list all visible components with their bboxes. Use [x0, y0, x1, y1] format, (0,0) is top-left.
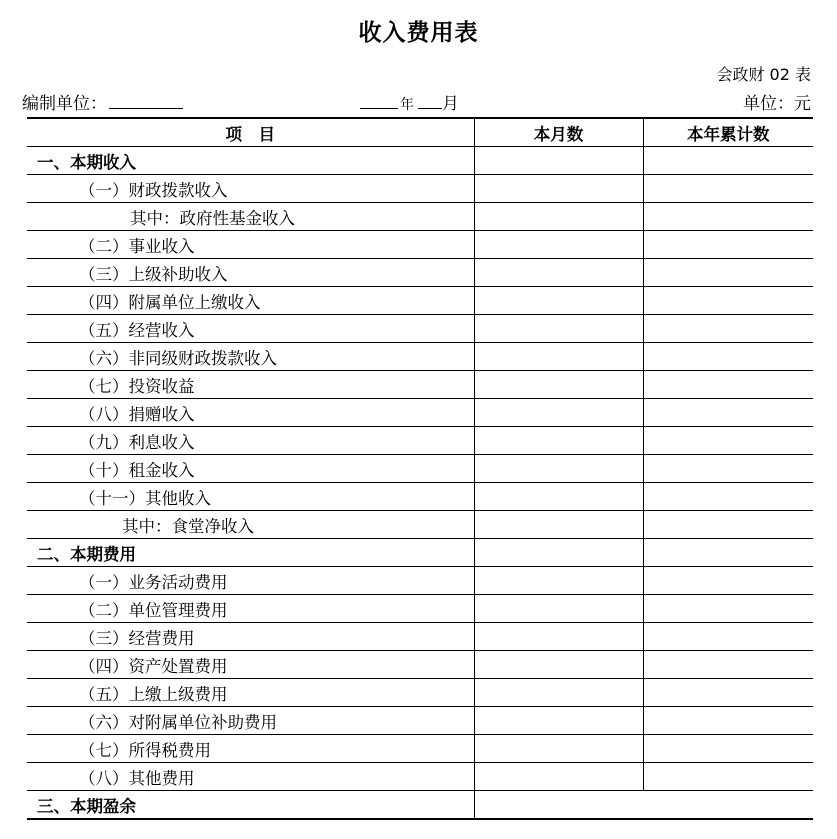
month-amount-cell[interactable] — [474, 707, 643, 735]
table-row — [27, 371, 813, 399]
row-label: （四）资产处置费用 — [27, 651, 474, 679]
row-label: （七）投资收益 — [27, 371, 474, 399]
ytd-amount-cell[interactable] — [643, 651, 813, 679]
table-row — [27, 175, 813, 203]
table-row — [27, 623, 813, 651]
table-row — [27, 511, 813, 539]
ytd-amount-cell[interactable] — [643, 203, 813, 231]
row-label: （六）非同级财政拨款收入 — [27, 343, 474, 371]
ytd-amount-cell[interactable] — [643, 259, 813, 287]
row-label: （四）附属单位上缴收入 — [27, 287, 474, 315]
month-amount-cell[interactable] — [474, 483, 643, 511]
table-row — [27, 343, 813, 371]
table-row — [27, 147, 813, 175]
table-row — [27, 763, 813, 791]
preparing-unit — [22, 89, 183, 114]
month-amount-cell[interactable] — [474, 343, 643, 371]
month-amount-cell[interactable] — [474, 539, 643, 567]
ytd-amount-cell[interactable] — [643, 791, 813, 820]
table-row — [27, 651, 813, 679]
row-label: （五）上缴上级费用 — [27, 679, 474, 707]
month-amount-cell[interactable] — [474, 455, 643, 483]
ytd-amount-cell[interactable] — [643, 567, 813, 595]
ytd-amount-cell[interactable] — [643, 399, 813, 427]
ytd-amount-cell[interactable] — [643, 147, 813, 175]
month-amount-cell[interactable] — [474, 371, 643, 399]
row-label: （十）租金收入 — [27, 455, 474, 483]
month-amount-cell[interactable] — [474, 231, 643, 259]
month-amount-cell[interactable] — [474, 147, 643, 175]
month-amount-cell[interactable] — [474, 175, 643, 203]
month-amount-cell[interactable] — [474, 595, 643, 623]
ytd-amount-cell[interactable] — [643, 595, 813, 623]
ytd-amount-cell[interactable] — [643, 511, 813, 539]
month-amount-cell[interactable] — [474, 399, 643, 427]
year-label: 年 — [400, 97, 414, 113]
table-row — [27, 287, 813, 315]
table-row — [27, 483, 813, 511]
month-amount-cell[interactable] — [474, 427, 643, 455]
ytd-amount-cell[interactable] — [643, 539, 813, 567]
row-label: （二）事业收入 — [27, 231, 474, 259]
row-label: （八）其他费用 — [27, 763, 474, 791]
table-row — [27, 455, 813, 483]
row-label: （六）对附属单位补助费用 — [27, 707, 474, 735]
ytd-amount-cell[interactable] — [643, 371, 813, 399]
month-amount-cell[interactable] — [474, 567, 643, 595]
year-field[interactable] — [360, 92, 398, 109]
preparing-unit-field[interactable] — [109, 92, 183, 109]
ytd-amount-cell[interactable] — [643, 343, 813, 371]
table-row — [27, 539, 813, 567]
ytd-amount-cell[interactable] — [643, 427, 813, 455]
row-label: （八）捐赠收入 — [27, 399, 474, 427]
month-amount-cell[interactable] — [474, 735, 643, 763]
ytd-amount-cell[interactable] — [643, 763, 813, 791]
table-row — [27, 567, 813, 595]
row-label: （十一）其他收入 — [27, 483, 474, 511]
col-header-ytd: 本年累计数 — [643, 118, 813, 147]
currency-unit: 单位：元 — [743, 94, 811, 114]
row-label: （七）所得税费用 — [27, 735, 474, 763]
month-amount-cell[interactable] — [474, 287, 643, 315]
row-label: 二、本期费用 — [27, 539, 474, 567]
row-label: （五）经营收入 — [27, 315, 474, 343]
ytd-amount-cell[interactable] — [643, 735, 813, 763]
ytd-amount-cell[interactable] — [643, 707, 813, 735]
table-header-row — [27, 118, 813, 147]
row-label: （二）单位管理费用 — [27, 595, 474, 623]
preparing-unit-label: 编制单位： — [22, 94, 107, 114]
table-row — [27, 735, 813, 763]
ytd-amount-cell[interactable] — [643, 315, 813, 343]
month-amount-cell[interactable] — [474, 623, 643, 651]
table-row — [27, 259, 813, 287]
month-amount-cell[interactable] — [474, 315, 643, 343]
month-amount-cell[interactable] — [474, 511, 643, 539]
ytd-amount-cell[interactable] — [643, 679, 813, 707]
month-field[interactable] — [418, 92, 442, 109]
report-period — [360, 89, 459, 114]
row-label: 其中：政府性基金收入 — [27, 203, 474, 231]
ytd-amount-cell[interactable] — [643, 231, 813, 259]
row-label: （一）财政拨款收入 — [27, 175, 474, 203]
col-header-item: 项 目 — [27, 118, 474, 147]
report-title: 收入费用表 — [358, 20, 479, 46]
table-row — [27, 231, 813, 259]
month-amount-cell[interactable] — [474, 679, 643, 707]
ytd-amount-cell[interactable] — [643, 455, 813, 483]
table-row — [27, 679, 813, 707]
row-label: （三）上级补助收入 — [27, 259, 474, 287]
month-amount-cell[interactable] — [474, 203, 643, 231]
ytd-amount-cell[interactable] — [643, 175, 813, 203]
table-row — [27, 427, 813, 455]
table-row — [27, 707, 813, 735]
table-row — [27, 315, 813, 343]
form-code: 会政财 02 表 — [716, 65, 811, 84]
row-label: （一）业务活动费用 — [27, 567, 474, 595]
ytd-amount-cell[interactable] — [643, 287, 813, 315]
table-row — [27, 203, 813, 231]
row-label: 一、本期收入 — [27, 147, 474, 175]
month-amount-cell[interactable] — [474, 259, 643, 287]
table-row — [27, 791, 813, 820]
month-amount-cell[interactable] — [474, 791, 643, 820]
table-row — [27, 595, 813, 623]
row-label: 其中：食堂净收入 — [27, 511, 474, 539]
row-label: （三）经营费用 — [27, 623, 474, 651]
ytd-amount-cell[interactable] — [643, 483, 813, 511]
row-label: （九）利息收入 — [27, 427, 474, 455]
month-label: 月 — [442, 94, 459, 114]
row-label: 三、本期盈余 — [27, 791, 474, 820]
ytd-amount-cell[interactable] — [643, 623, 813, 651]
col-header-month: 本月数 — [474, 118, 643, 147]
month-amount-cell[interactable] — [474, 651, 643, 679]
table-row — [27, 399, 813, 427]
income-expense-table — [27, 117, 813, 820]
month-amount-cell[interactable] — [474, 763, 643, 791]
